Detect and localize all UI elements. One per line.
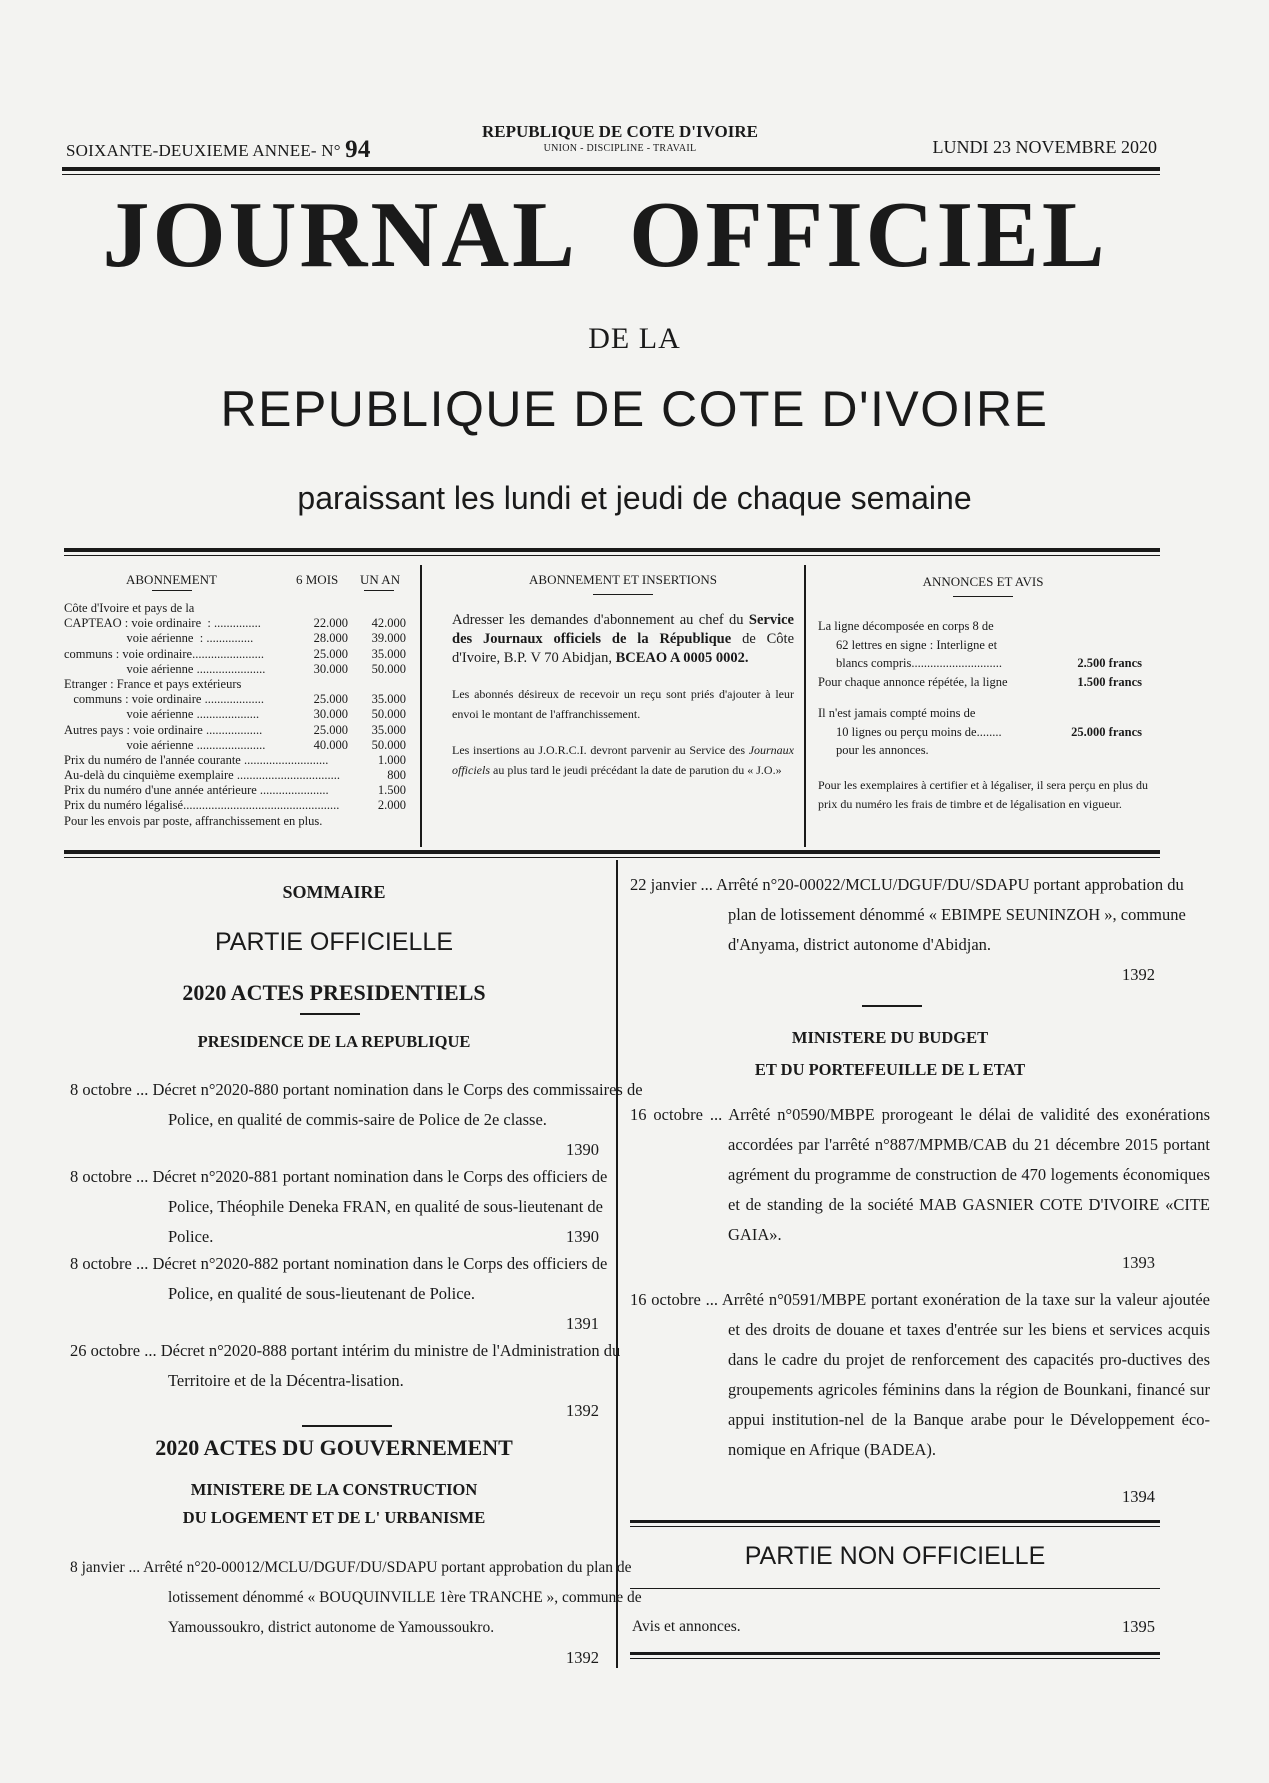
rate-label: voie aérienne : ............... — [64, 631, 254, 646]
sommaire-entry-4 — [70, 1336, 648, 1396]
rate-label: Côte d'Ivoire et pays de la — [64, 601, 195, 615]
abonnement-rate-row — [64, 692, 412, 707]
col-six-months: 6 MOIS — [296, 572, 339, 587]
insertions-p1-d: BCEAO A 0005 0002. — [615, 649, 749, 666]
rate-six-months: 28.000 — [313, 631, 348, 646]
rate-one-year: 35.000 — [371, 692, 406, 707]
annonces-l1: La ligne décomposée en corps 8 de — [818, 618, 994, 633]
insertions-box — [452, 558, 794, 848]
annonces-title-rule — [953, 596, 1013, 597]
abonnement-title: ABONNEMENT — [126, 572, 217, 587]
insertions-p3-a: Les insertions au J.O.R.C.I. devront parvenir au Service des — [452, 742, 745, 757]
non-officielle-rule-top — [630, 1520, 1160, 1523]
insertions-p1-c: de Côte d'Ivoire, B.P. V 70 Abidjan, — [452, 630, 795, 666]
sommaire-entry-1 — [70, 1075, 648, 1135]
sommaire-title: SOMMAIRE — [282, 882, 386, 902]
publication-frequency: paraissant les lundi et jeudi de chaque semaine — [297, 480, 972, 516]
insertions-p1-b: Service des Journaux officiels de la République — [452, 611, 794, 647]
entry-5-page: 1392 — [566, 1648, 599, 1667]
abonnement-rates — [64, 601, 412, 829]
annonces-box — [818, 558, 1148, 848]
insertions-title-rule — [593, 594, 653, 595]
rate-one-year: 50.000 — [371, 661, 406, 676]
annonces-l5: Il n'est jamais compté moins de — [818, 705, 976, 720]
boxes-bottom-rule — [64, 850, 1160, 854]
abonnement-rate-row — [64, 707, 412, 722]
entry-3-page: 1391 — [566, 1314, 599, 1333]
rate-label: Pour les envois par poste, affranchissement en plus. — [64, 813, 323, 828]
insertions-p3-b: au plus tard le jeudi précédant la date de parution du « J.O.» — [493, 762, 782, 777]
abonnement-rate-row — [64, 631, 412, 646]
rate-one-year: 1.500 — [377, 783, 406, 798]
rate-one-year: 800 — [387, 768, 406, 783]
annonces-l3: blancs compris............................. — [836, 656, 1002, 671]
rate-label: Etranger : France et pays extérieurs — [64, 676, 242, 691]
entry-4-text: 26 octobre ... Décret n°2020-888 portant intérim du ministre de l'Administration du Territoire et de la Décentra-lisation. — [70, 1341, 621, 1390]
insertions-p3 — [452, 741, 794, 781]
abonnement-rate-row — [64, 814, 412, 829]
actes-gouvernement-title: 2020 ACTES DU GOUVERNEMENT — [155, 1435, 513, 1460]
ministere-construction-1: MINISTERE DE LA CONSTRUCTION — [190, 1480, 478, 1499]
rate-one-year: 1.000 — [377, 752, 406, 767]
issue-number: 94 — [345, 136, 371, 163]
box-divider-1 — [420, 565, 422, 847]
rate-one-year: 39.000 — [371, 631, 406, 646]
insertions-p2: Les abonnés désireux de recevoir un reçu sont priés d'ajouter à leur envoi le montant de l'affranchissement. — [452, 687, 794, 722]
abonnement-rate-row — [64, 768, 412, 783]
abonnement-rate-row — [64, 616, 412, 631]
rate-label: Prix du numéro de l'année courante ........................... — [64, 752, 329, 767]
abonnement-rate-row — [64, 738, 412, 753]
entry-4-page: 1392 — [566, 1401, 599, 1420]
rate-six-months: 30.000 — [313, 707, 348, 722]
entry-8-page: 1394 — [1122, 1487, 1155, 1506]
rate-one-year: 35.000 — [371, 722, 406, 737]
annonces-l4: Pour chaque annonce répétée, la ligne — [818, 675, 1008, 690]
annonces-l3-price: 2.500 francs — [1077, 656, 1142, 671]
masthead-de-la: DE LA — [588, 322, 681, 355]
col-one-year: UN AN — [360, 572, 401, 587]
sommaire-entry-8 — [630, 1285, 1210, 1465]
rate-label: Au-delà du cinquième exemplaire ................................. — [64, 768, 340, 783]
abonnement-rate-row — [64, 783, 412, 798]
annonces-l6-price: 25.000 francs — [1071, 724, 1142, 739]
actes-gouvernement-rule — [302, 1425, 392, 1427]
non-officielle-rule-mid — [630, 1588, 1160, 1589]
sommaire-entry-6 — [630, 870, 1204, 960]
bottom-rule-thin — [630, 1658, 1160, 1659]
abonnement-title-rule — [152, 590, 192, 591]
sommaire-entry-3 — [70, 1249, 648, 1309]
rate-one-year: 50.000 — [371, 737, 406, 752]
entry-1-page: 1390 — [566, 1140, 599, 1159]
annonces-l8: Pour les exemplaires à certifier et à légaliser, il sera perçu en plus du prix du numéro les frais de timbre et de légalisation en vigueur. — [818, 778, 1148, 812]
budget-rule — [862, 1005, 922, 1007]
presidence-title: PRESIDENCE DE LA REPUBLIQUE — [197, 1032, 471, 1051]
ministere-budget-2: ET DU PORTEFEUILLE DE L ETAT — [754, 1060, 1026, 1079]
republic-heading — [420, 122, 820, 154]
rate-six-months: 25.000 — [313, 646, 348, 661]
rate-six-months: 22.000 — [313, 616, 348, 631]
annonces-rates — [818, 617, 1148, 815]
rate-label: Autres pays : voie ordinaire .................. — [64, 722, 263, 737]
rate-six-months: 25.000 — [313, 692, 348, 707]
republic-name: REPUBLIQUE DE COTE D'IVOIRE — [482, 122, 758, 141]
masthead-country: REPUBLIQUE DE COTE D'IVOIRE — [220, 381, 1049, 437]
rate-label: voie aérienne ...................... — [64, 661, 266, 676]
annonces-title: ANNONCES ET AVIS — [922, 574, 1044, 589]
rate-label: communs : voie ordinaire....................... — [64, 646, 264, 661]
annonces-l6: 10 lignes ou perçu moins de........ — [836, 724, 1002, 739]
issue-date: LUNDI 23 NOVEMBRE 2020 — [932, 137, 1157, 157]
abonnement-rate-row — [64, 798, 412, 813]
rate-one-year: 42.000 — [371, 616, 406, 631]
entry-8-text: 16 octobre ... Arrêté n°0591/MBPE portant exonération de la taxe sur la valeur ajoutée et des droits de douane et taxes d'entrée sur les biens et services acquis dans le cadre du projet de renforcement des capacités pro-ductives des groupements agricoles féminins dans la région de Bounkani, financé sur appui institution-nel de la Banque arabe pour le Développement éco-nomique en Afrique (BADEA). — [630, 1290, 1210, 1459]
header-rule-thick — [62, 167, 1160, 171]
entry-1-text: 8 octobre ... Décret n°2020-880 portant nomination dans le Corps des commissaires de Police, en qualité de commis-saire de Police de 2e classe. — [70, 1080, 643, 1129]
boxes-top-rule-thin — [64, 555, 1160, 556]
annonces-l2: 62 lettres en signe : Interligne et — [836, 637, 998, 652]
entry-3-text: 8 octobre ... Décret n°2020-882 portant nomination dans le Corps des officiers de Police, en qualité de sous-lieutenant de Police. — [70, 1254, 608, 1303]
rate-label: voie aérienne .................... — [64, 707, 260, 722]
annonces-l7: pour les annonces. — [836, 743, 929, 758]
rate-six-months: 25.000 — [313, 722, 348, 737]
partie-non-officielle-title: PARTIE NON OFFICIELLE — [744, 1542, 1046, 1570]
boxes-top-rule — [64, 548, 1160, 552]
abonnement-rate-row — [64, 677, 412, 692]
insertions-title: ABONNEMENT ET INSERTIONS — [529, 572, 717, 587]
abonnement-rate-row — [64, 723, 412, 738]
abonnement-rate-row — [64, 662, 412, 677]
partie-officielle-title: PARTIE OFFICIELLE — [214, 928, 454, 956]
entry-2-page: 1390 — [566, 1227, 599, 1246]
annonces-l4-price: 1.500 francs — [1077, 675, 1142, 690]
boxes-bottom-rule-thin — [64, 857, 1160, 858]
entry-6-text: 22 janvier ... Arrêté n°20-00022/MCLU/DGUF/DU/SDAPU portant approbation du plan de lotissement dénommé « EBIMPE SEUNINZOH », commune d'Anyama, district autonome d'Abidjan. — [630, 875, 1186, 954]
rate-six-months: 40.000 — [313, 737, 348, 752]
national-motto: UNION - DISCIPLINE - TRAVAIL — [543, 143, 697, 154]
non-officielle-rule-top-thin — [630, 1526, 1160, 1527]
rate-label: voie aérienne ...................... — [64, 737, 266, 752]
rate-label: communs : voie ordinaire ................... — [64, 692, 264, 707]
entry-5-text: 8 janvier ... Arrêté n°20-00012/MCLU/DGUF/DU/SDAPU portant approbation du plan de lotissement dénommé « BOUQUINVILLE 1ère TRANCHE », commune de Yamoussoukro, district autonome de Yamoussoukro. — [70, 1559, 642, 1636]
abonnement-box — [64, 558, 412, 848]
actes-presidentiels-rule — [300, 1013, 360, 1015]
bottom-rule — [630, 1652, 1160, 1655]
insertions-p1-a: Adresser les demandes d'abonnement au chef du — [452, 611, 744, 628]
rate-label: Prix du numéro légalisé.................................................. — [64, 798, 340, 813]
entry-6-page: 1392 — [1122, 965, 1155, 984]
rate-one-year: 50.000 — [371, 707, 406, 722]
col-one-year-rule — [364, 590, 394, 591]
ministere-construction-2: DU LOGEMENT ET DE L' URBANISME — [182, 1508, 486, 1527]
annonces-l6-row — [818, 723, 1148, 742]
entry-7-text: 16 octobre ... Arrêté n°0590/MBPE prorogeant le délai de validité des exonérations accordées par l'arrêté n°887/MPMB/CAB du 21 décembre 2015 portant agrément du programme de construction de 470 logements économiques et de standing de la société MAB GASNIER COTE D'IVOIRE «CITE GAIA». — [630, 1105, 1210, 1244]
avis-page: 1395 — [1122, 1617, 1155, 1636]
ministere-budget-1: MINISTERE DU BUDGET — [791, 1028, 989, 1047]
rate-one-year: 35.000 — [371, 646, 406, 661]
sommaire-entry-5 — [70, 1553, 652, 1643]
abonnement-rate-row — [64, 753, 412, 768]
box-divider-2 — [804, 565, 806, 847]
sommaire-entry-7 — [630, 1100, 1210, 1250]
rate-label: CAPTEAO : voie ordinaire : ............... — [64, 616, 261, 631]
annonces-l3-row — [818, 654, 1148, 673]
abonnement-rate-row — [64, 647, 412, 662]
rate-six-months: 30.000 — [313, 661, 348, 676]
insertions-p3-italic: Journaux officiels — [452, 742, 795, 777]
year-issue-prefix: SOIXANTE-DEUXIEME ANNEE- N° — [66, 141, 341, 160]
annonces-l4-row — [818, 673, 1148, 692]
masthead-title: JOURNAL OFFICIEL — [102, 183, 1108, 287]
issue-line — [66, 136, 371, 164]
actes-presidentiels-title: 2020 ACTES PRESIDENTIELS — [182, 980, 486, 1005]
rate-one-year: 2.000 — [377, 798, 406, 813]
insertions-address — [452, 611, 794, 668]
rate-label: Prix du numéro d'une année antérieure ...................... — [64, 783, 329, 798]
header-rule-thin — [62, 174, 1160, 175]
abonnement-rate-row — [64, 601, 412, 616]
entry-2-text: 8 octobre ... Décret n°2020-881 portant nomination dans le Corps des officiers de Police, Théophile Deneka FRAN, en qualité de sous-lieutenant de Police. — [70, 1167, 608, 1246]
sommaire-entry-2 — [70, 1162, 648, 1252]
avis-entry: Avis et annonces. — [632, 1618, 741, 1635]
entry-7-page: 1393 — [1122, 1253, 1155, 1272]
